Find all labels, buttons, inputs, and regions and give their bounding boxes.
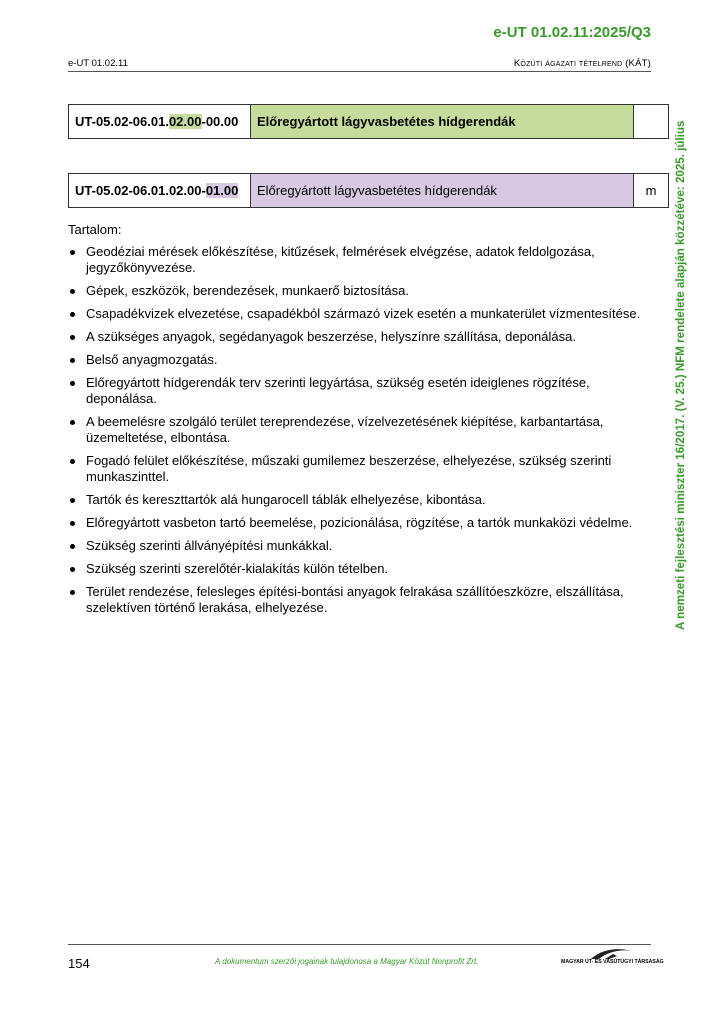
item-unit — [634, 105, 669, 139]
list-item: Szükség szerinti állványépítési munkákkal. — [68, 538, 652, 554]
list-item: A szükséges anyagok, segédanyagok beszerzése, helyszínre szállítása, deponálása. — [68, 329, 652, 345]
side-publication-note: A nemzeti fejlesztési miniszter 16/2017. (V. 25.) NFM rendelete alapján közzétéve: 2025. július — [674, 120, 687, 630]
document-code: e-UT 01.02.11:2025/Q3 — [493, 24, 651, 41]
list-item: Előregyártott hídgerendák terv szerinti legyártása, szükség esetén ideiglenes rögzítése, deponálása. — [68, 375, 652, 407]
list-item: Tartók és kereszttartók alá hungarocell táblák elhelyezése, kibontása. — [68, 492, 652, 508]
header-left: e-UT 01.02.11 — [68, 58, 128, 69]
list-item: Gépek, eszközök, berendezések, munkaerő biztosítása. — [68, 283, 652, 299]
list-item: Terület rendezése, felesleges építési-bontási anyagok felrakása szállítóeszközre, elszállítása, szelektíven történő lerakása, elhelyezése. — [68, 584, 652, 616]
contents-label: Tartalom: — [68, 222, 122, 237]
list-item: Előregyártott vasbeton tartó beemelése, pozicionálása, rögzítése, a tartók munkaközi védelme. — [68, 515, 652, 531]
code-prefix: UT-05.02-06.01. — [75, 114, 169, 129]
list-item: Geodéziai mérések előkészítése, kitűzések, felmérések elvégzése, adatok feldolgozása, jegyzőkönyvezése. — [68, 244, 652, 276]
page-header — [68, 58, 651, 72]
item-code — [69, 174, 251, 208]
item-title: Előregyártott lágyvasbetétes hídgerendák — [251, 105, 634, 139]
list-item: Szükség szerinti szerelőtér-kialakítás külön tételben. — [68, 561, 652, 577]
list-item: Fogadó felület előkészítése, műszaki gumilemez beszerzése, elhelyezése, szükség szerinti munkaszinttel. — [68, 453, 652, 485]
item-unit: m — [634, 174, 669, 208]
logo-text: MAGYAR ÚT- ÉS VASÚTÜGYI TÁRSASÁG — [561, 959, 664, 965]
footer-divider — [68, 944, 651, 945]
item-code-table-item — [68, 173, 669, 208]
item-code-table-group — [68, 104, 669, 139]
item-title: Előregyártott lágyvasbetétes hídgerendák — [251, 174, 634, 208]
list-item: Csapadékvizek elvezetése, csapadékból származó vizek esetén a munkaterület vízmentesítése. — [68, 306, 652, 322]
code-highlight: 02.00 — [168, 114, 202, 129]
organization-logo — [561, 947, 664, 969]
copyright-notice: A dokumentum szerzői jogainak tulajdonosa a Magyar Közút Nonprofit Zrt. — [215, 957, 479, 966]
list-item: A beemelésre szolgáló terület tereprendezése, vízelvezetésének kiépítése, karbantartása, üzemeltetése, elbontása. — [68, 414, 652, 446]
code-prefix: UT-05.02-06.01.02.00- — [75, 183, 206, 198]
code-suffix: -00.00 — [201, 114, 239, 129]
contents-list — [68, 244, 652, 623]
code-highlight: 01.00 — [205, 183, 239, 198]
header-right: Közúti ágazati tételrend (KÁT) — [513, 58, 651, 69]
item-code — [69, 105, 251, 139]
page-number: 154 — [68, 956, 90, 971]
list-item: Belső anyagmozgatás. — [68, 352, 652, 368]
